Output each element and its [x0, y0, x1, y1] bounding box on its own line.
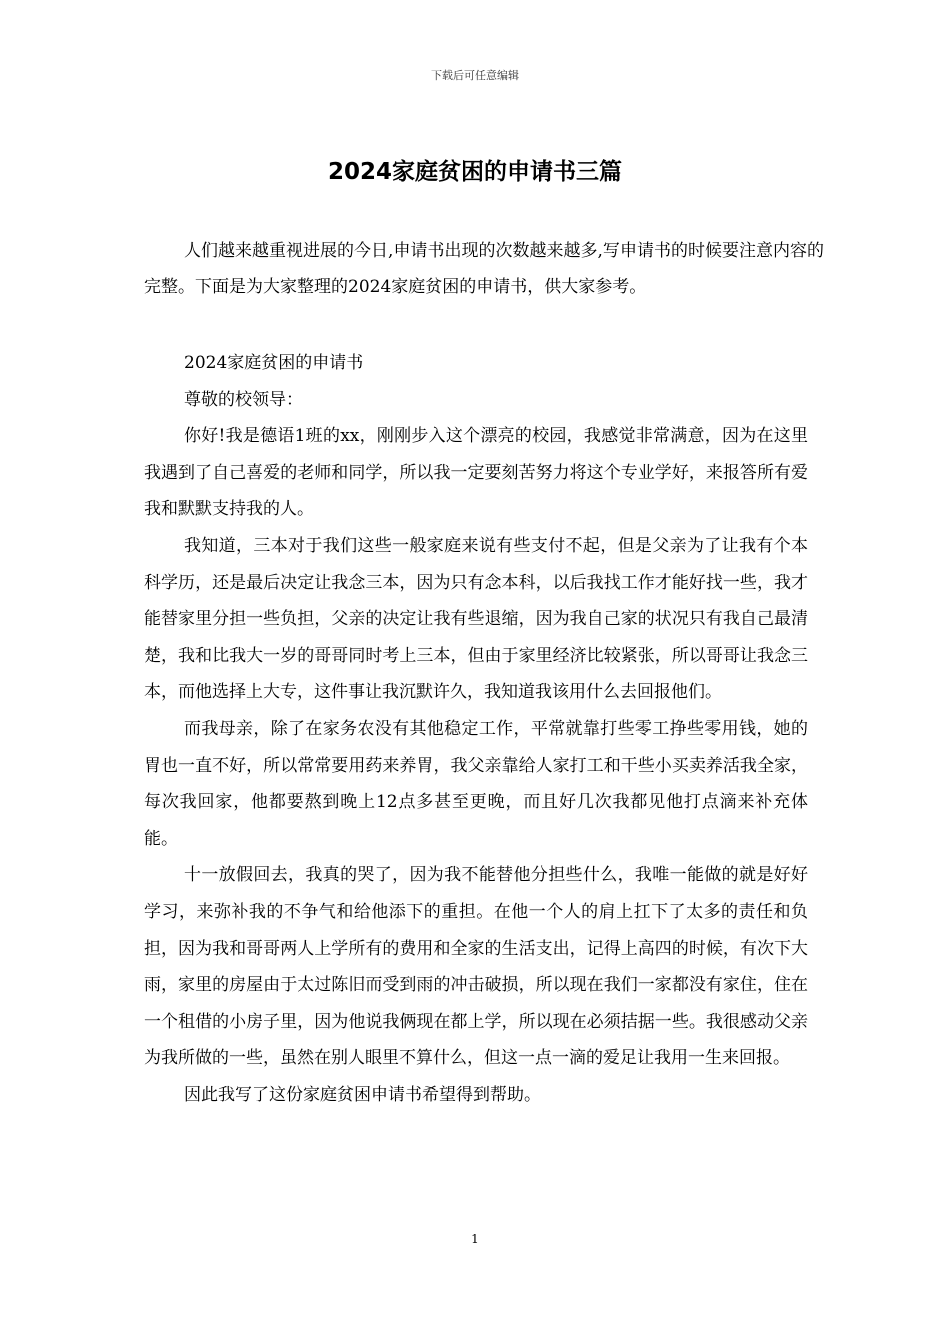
letter-body — [144, 345, 808, 1113]
letter-salutation: 尊敬的校领导： — [184, 389, 303, 410]
letter-paragraph: 你好!我是德语1班的xx，刚刚步入这个漂亮的校园，我感觉非常满意，因为在这里我遇到了自己喜爱的老师和同学，所以我一定要刻苦努力将这个专业学好，来报答所有爱我和默默支持我的人。 — [144, 426, 808, 520]
intro-paragraph: 人们越来越重视进展的今日,申请书出现的次数越来越多,写申请书的时候要注意内容的完整。下面是为大家整理的2024家庭贫困的申请书，供大家参考。 — [144, 241, 824, 297]
letter-paragraph: 我知道，三本对于我们这些一般家庭来说有些支付不起，但是父亲为了让我有个本科学历，还是最后决定让我念三本，因为只有念本科，以后我找工作才能好找一些，我才能替家里分担一些负担，父亲的决定让我有些退缩，因为我自己家的状况只有我自己最清楚，我和比我大一岁的哥哥同时考上三本，但由于家里经济比较紧张，所以哥哥让我念三本，而他选择上大专，这件事让我沉默许久，我知道我该用什么去回报他们。 — [144, 535, 808, 703]
letter-paragraph: 因此我写了这份家庭贫困申请书希望得到帮助。 — [184, 1084, 541, 1105]
letter-paragraph: 十一放假回去，我真的哭了，因为我不能替他分担些什么，我唯一能做的就是好好学习，来弥补我的不争气和给他添下的重担。在他一个人的肩上扛下了太多的责任和负担，因为我和哥哥两人上学所有的费用和全家的生活支出，记得上高四的时候，有次下大雨，家里的房屋由于太过陈旧而受到雨的冲击破损，所以现在我们一家都没有家住，住在一个租借的小房子里，因为他说我俩现在都上学，所以现在必须拮据一些。我很感动父亲为我所做的一些，虽然在别人眼里不算什么，但这一点一滴的爱足让我用一生来回报。 — [144, 865, 808, 1069]
page-header: 下载后可任意编辑 — [431, 69, 519, 82]
page-number: 1 — [471, 1232, 479, 1246]
letter-paragraph: 而我母亲，除了在家务农没有其他稳定工作，平常就靠打些零工挣些零用钱，她的胃也一直不好，所以常常要用药来养胃，我父亲靠给人家打工和干些小买卖养活我全家，每次我回家，他都要熬到晚上12点多甚至更晚，而且好几次我都见他打点滴来补充体能。 — [144, 718, 808, 849]
letter-heading: 2024家庭贫困的申请书 — [184, 353, 364, 373]
document-title: 2024家庭贫困的申请书三篇 — [327, 159, 622, 185]
